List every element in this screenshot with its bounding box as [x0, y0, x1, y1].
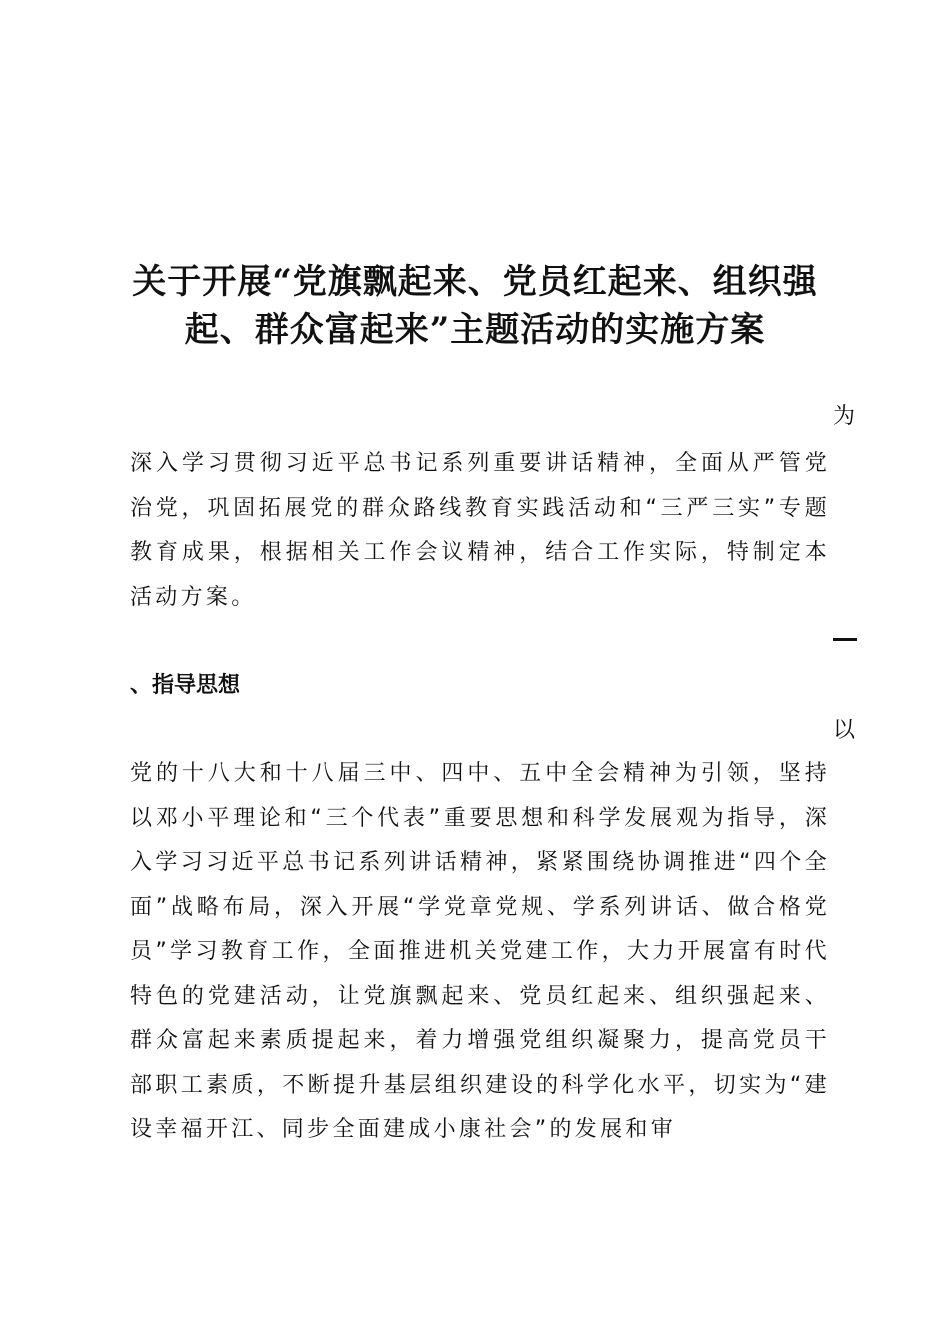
intro-lead-char: 为 — [832, 404, 855, 429]
document-title-line-2: 起、群众富起来”主题活动的实施方案 — [184, 310, 766, 350]
section-lead-char: 以 — [832, 718, 855, 743]
document-title-line-1: 关于开展“党旗飘起来、党员红起来、组织强 — [132, 262, 818, 302]
section-paragraph: 党的十八大和十八届三中、四中、五中全会精神为引领，坚持以邓小平理论和“三个代表”重要思想和科学发展观为指导，深入学习习近平总书记系列讲话精神，紧紧围绕协调推进“四个全面”战略布局，深入开展“学党章党规、学系列讲话、做合格党员”学习教育工作，全面推进机关党建工作，大力开展富有时代特色的党建活动，让党旗飘起来、党员红起来、组织强起来、群众富起来素质提起来，着力增强党组织凝聚力，提高党员干部职工素质，不断提升基层组织建设的科学化水平，切实为“建设幸福开江、同步全面建成小康社会”的发展和审 — [130, 761, 830, 1142]
intro-paragraph: 深入学习贯彻习近平总书记系列重要讲话精神，全面从严管党治党，巩固拓展党的群众路线教育实践活动和“三严三实”专题教育成果，根据相关工作会议精神，结合工作实际，特制定本活动方案。 — [130, 451, 830, 610]
section-number — [833, 638, 857, 641]
section-heading: 、指导思想 — [130, 673, 241, 698]
